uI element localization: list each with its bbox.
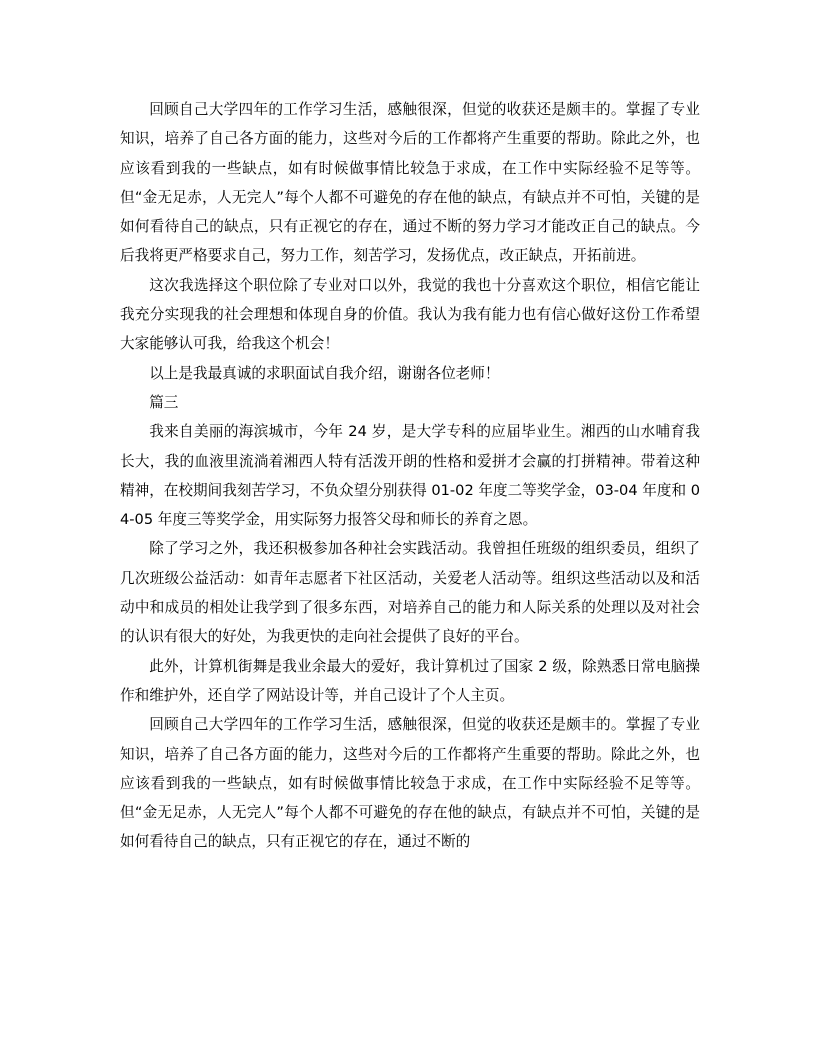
section-heading: 篇三 (149, 393, 179, 411)
paragraph: 我来自美丽的海滨城市，今年 24 岁，是大学专科的应届毕业生。湘西的山水哺育我长大，我的血液里流淌着湘西人特有活泼开朗的性格和爱拼才会赢的打拼精神。带着这种精神，在校期间我刻苦学习，不负众望分别获得 01-02 年度二等奖学金，03-04 年度和 04-05 年度三等奖学金，用实际努力报答父母和师长的养育之恩。 (120, 423, 700, 529)
paragraph: 此外，计算机街舞是我业余最大的爱好，我计算机过了国家 2 级，除熟悉日常电脑操作和维护外，还自学了网站设计等，并自己设计了个人主页。 (120, 657, 700, 704)
document-body (120, 95, 700, 857)
paragraph: 除了学习之外，我还积极参加各种社会实践活动。我曾担任班级的组织委员，组织了几次班级公益活动：如青年志愿者下社区活动，关爱老人活动等。组织这些活动以及和活动中和成员的相处让我学到了很多东西，对培养自己的能力和人际关系的处理以及对社会的认识有很大的好处，为我更快的走向社会提供了良好的平台。 (120, 540, 700, 646)
paragraph: 这次我选择这个职位除了专业对口以外，我觉的我也十分喜欢这个职位，相信它能让我充分实现我的社会理想和体现自身的价值。我认为我有能力也有信心做好这份工作希望大家能够认可我，给我这个机会！ (120, 276, 700, 353)
paragraph: 以上是我最真诚的求职面试自我介绍，谢谢各位老师！ (149, 364, 500, 382)
paragraph: 回顾自己大学四年的工作学习生活，感触很深，但觉的收获还是颇丰的。掌握了专业知识，培养了自己各方面的能力，这些对今后的工作都将产生重要的帮助。除此之外，也应该看到我的一些缺点，如有时候做事情比较急于求成，在工作中实际经验不足等等。但“金无足赤，人无完人”每个人都不可避免的存在他的缺点，有缺点并不可怕，关键的是如何看待自己的缺点，只有正视它的存在，通过不断的 (120, 716, 700, 851)
paragraph: 回顾自己大学四年的工作学习生活，感触很深，但觉的收获还是颇丰的。掌握了专业知识，培养了自己各方面的能力，这些对今后的工作都将产生重要的帮助。除此之外，也应该看到我的一些缺点，如有时候做事情比较急于求成，在工作中实际经验不足等等。但“金无足赤，人无完人”每个人都不可避免的存在他的缺点，有缺点并不可怕，关键的是如何看待自己的缺点，只有正视它的存在，通过不断的努力学习才能改正自己的缺点。今后我将更严格要求自己，努力工作，刻苦学习，发扬优点，改正缺点，开拓前进。 (120, 101, 700, 265)
